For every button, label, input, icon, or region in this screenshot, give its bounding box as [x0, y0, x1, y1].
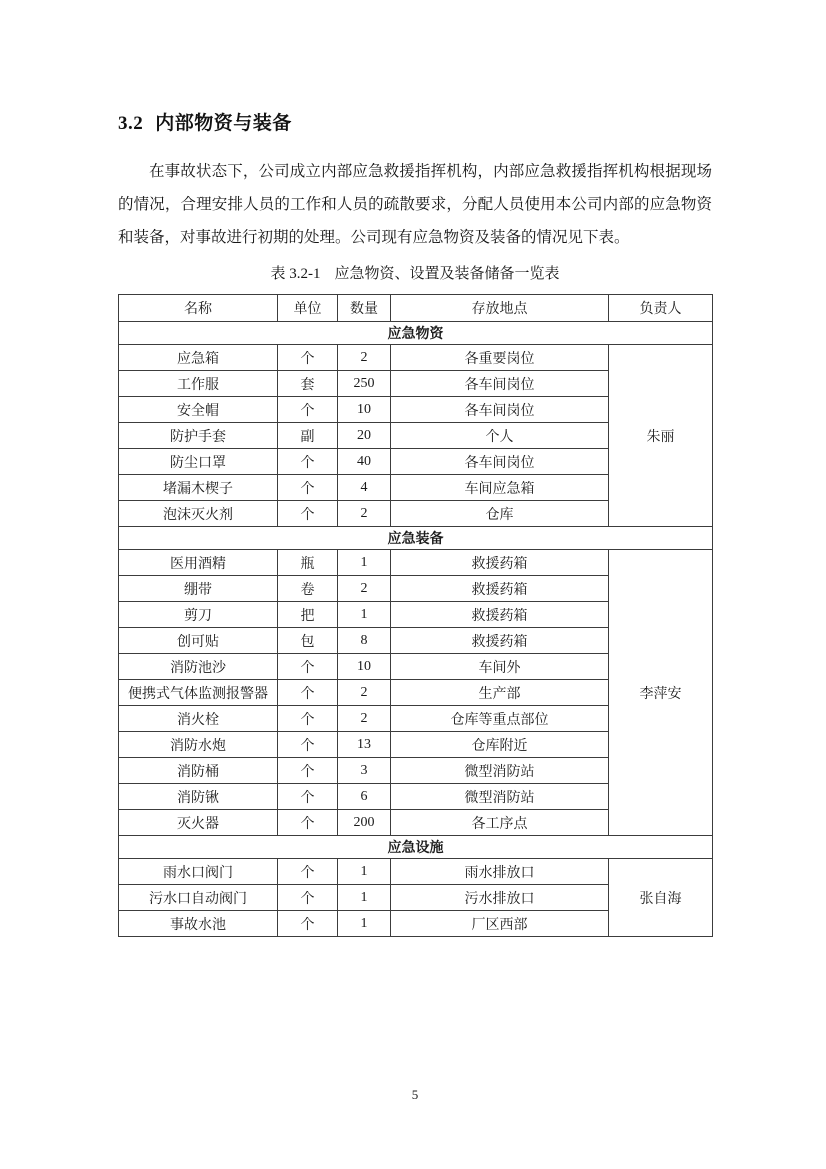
item-name: 医用酒精: [119, 550, 278, 576]
item-name: 事故水池: [119, 911, 278, 937]
item-name: 灭火器: [119, 810, 278, 836]
item-name: 消防池沙: [119, 654, 278, 680]
section-number: 3.2: [118, 113, 144, 134]
item-quantity: 1: [338, 602, 391, 628]
item-name: 防尘口罩: [119, 449, 278, 475]
item-unit: 个: [278, 732, 338, 758]
item-quantity: 40: [338, 449, 391, 475]
item-location: 微型消防站: [391, 784, 609, 810]
item-unit: 个: [278, 501, 338, 527]
item-location: 车间外: [391, 654, 609, 680]
item-location: 救援药箱: [391, 576, 609, 602]
item-unit: 个: [278, 680, 338, 706]
item-quantity: 200: [338, 810, 391, 836]
item-location: 各车间岗位: [391, 449, 609, 475]
item-location: 仓库等重点部位: [391, 706, 609, 732]
table-caption-title: 应急物资、设置及装备储备一览表: [334, 266, 560, 282]
table-row: [119, 550, 713, 576]
item-name: 绷带: [119, 576, 278, 602]
section-title-cell: 应急装备: [119, 527, 713, 550]
section-row: [119, 527, 713, 550]
item-name: 污水口自动阀门: [119, 885, 278, 911]
item-location: 救援药箱: [391, 628, 609, 654]
header-quantity: 数量: [338, 295, 391, 322]
item-location: 仓库附近: [391, 732, 609, 758]
item-quantity: 13: [338, 732, 391, 758]
item-location: 车间应急箱: [391, 475, 609, 501]
item-unit: 个: [278, 784, 338, 810]
table-caption-number: 表 3.2-1: [270, 266, 321, 282]
section-heading: [118, 108, 712, 135]
header-row: [119, 295, 713, 322]
item-location: 各重要岗位: [391, 345, 609, 371]
item-unit: 个: [278, 475, 338, 501]
section-title-cell: 应急物资: [119, 322, 713, 345]
item-unit: 副: [278, 423, 338, 449]
body-paragraph: 在事故状态下，公司成立内部应急救援指挥机构，内部应急救援指挥机构根据现场的情况，合理安排人员的工作和人员的疏散要求，分配人员使用本公司内部的应急物资和装备，对事故进行初期的处理。公司现有应急物资及装备的情况见下表。: [118, 163, 712, 246]
table-header: [119, 295, 713, 322]
item-unit: 把: [278, 602, 338, 628]
item-location: 救援药箱: [391, 550, 609, 576]
item-unit: 个: [278, 911, 338, 937]
item-location: 生产部: [391, 680, 609, 706]
header-name: 名称: [119, 295, 278, 322]
item-name: 创可贴: [119, 628, 278, 654]
item-location: 各车间岗位: [391, 397, 609, 423]
item-quantity: 2: [338, 706, 391, 732]
item-name: 便携式气体监测报警器: [119, 680, 278, 706]
item-quantity: 1: [338, 885, 391, 911]
item-location: 个人: [391, 423, 609, 449]
section-title-cell: 应急设施: [119, 836, 713, 859]
item-quantity: 2: [338, 345, 391, 371]
item-quantity: 3: [338, 758, 391, 784]
item-unit: 个: [278, 345, 338, 371]
item-unit: 卷: [278, 576, 338, 602]
header-location: 存放地点: [391, 295, 609, 322]
section-row: [119, 322, 713, 345]
item-name: 工作服: [119, 371, 278, 397]
section-row: [119, 836, 713, 859]
item-name: 防护手套: [119, 423, 278, 449]
item-name: 剪刀: [119, 602, 278, 628]
item-quantity: 2: [338, 680, 391, 706]
item-quantity: 1: [338, 859, 391, 885]
item-location: 仓库: [391, 501, 609, 527]
item-unit: 个: [278, 449, 338, 475]
document-page: [118, 0, 712, 1169]
table-row: [119, 345, 713, 371]
item-quantity: 250: [338, 371, 391, 397]
item-quantity: 2: [338, 576, 391, 602]
item-unit: 个: [278, 706, 338, 732]
item-name: 泡沫灭火剂: [119, 501, 278, 527]
item-unit: 个: [278, 654, 338, 680]
supplies-table-body: [119, 322, 713, 937]
item-quantity: 20: [338, 423, 391, 449]
item-quantity: 8: [338, 628, 391, 654]
item-name: 雨水口阀门: [119, 859, 278, 885]
item-name: 应急箱: [119, 345, 278, 371]
item-quantity: 4: [338, 475, 391, 501]
item-location: 污水排放口: [391, 885, 609, 911]
item-location: 厂区西部: [391, 911, 609, 937]
item-unit: 瓶: [278, 550, 338, 576]
item-location: 救援药箱: [391, 602, 609, 628]
item-location: 各工序点: [391, 810, 609, 836]
item-location: 各车间岗位: [391, 371, 609, 397]
table-row: [119, 859, 713, 885]
responsible-person: 朱丽: [609, 345, 713, 527]
item-name: 消防锹: [119, 784, 278, 810]
item-quantity: 6: [338, 784, 391, 810]
table-caption: [118, 262, 712, 283]
item-unit: 个: [278, 810, 338, 836]
item-name: 堵漏木楔子: [119, 475, 278, 501]
item-quantity: 2: [338, 501, 391, 527]
item-quantity: 10: [338, 654, 391, 680]
item-unit: 个: [278, 397, 338, 423]
item-location: 微型消防站: [391, 758, 609, 784]
responsible-person: 李萍安: [609, 550, 713, 836]
item-location: 雨水排放口: [391, 859, 609, 885]
header-unit: 单位: [278, 295, 338, 322]
item-unit: 个: [278, 885, 338, 911]
section-title: 内部物资与装备: [155, 113, 292, 134]
item-name: 消防桶: [119, 758, 278, 784]
item-name: 消火栓: [119, 706, 278, 732]
header-responsible: 负责人: [609, 295, 713, 322]
item-unit: 套: [278, 371, 338, 397]
item-unit: 个: [278, 859, 338, 885]
responsible-person: 张自海: [609, 859, 713, 937]
item-unit: 包: [278, 628, 338, 654]
supplies-table: [118, 294, 713, 937]
item-quantity: 1: [338, 550, 391, 576]
page-number: 5: [411, 1087, 419, 1102]
item-quantity: 10: [338, 397, 391, 423]
item-name: 安全帽: [119, 397, 278, 423]
item-quantity: 1: [338, 911, 391, 937]
item-name: 消防水炮: [119, 732, 278, 758]
item-unit: 个: [278, 758, 338, 784]
